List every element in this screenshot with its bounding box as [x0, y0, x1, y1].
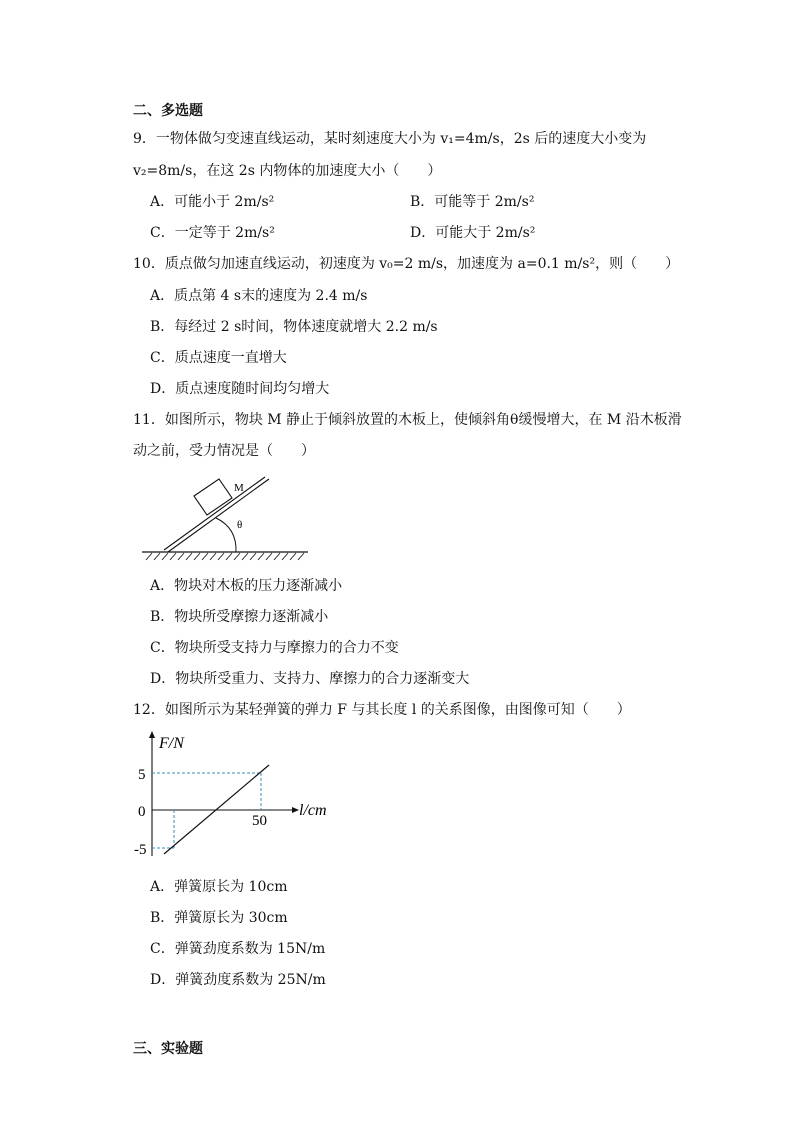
q12-option-c: C．弹簧劲度系数为 15N/m [150, 941, 326, 957]
section-2-heading: 二、多选题 [133, 103, 203, 119]
x-axis-label: l/cm [299, 802, 327, 819]
ground-hatching [146, 553, 304, 560]
q12-option-a: A．弹簧原长为 10cm [150, 879, 288, 895]
q9-option-b: B．可能等于 2m/s² [410, 194, 535, 210]
q11-text-line2: 动之前，受力情况是（ ） [133, 443, 315, 459]
origin-label: 0 [138, 804, 146, 820]
y-axis-arrow [149, 731, 155, 738]
angle-arc [216, 518, 236, 552]
block-label: M [234, 482, 244, 494]
y-axis-label: F/N [159, 735, 184, 752]
q11-text-line1: 11．如图所示，物块 M 静止于倾斜放置的木板上，使倾斜角θ缓慢增大，在 M 沿木板滑 [133, 412, 682, 428]
q11-option-b: B．物块所受摩擦力逐渐减小 [150, 609, 329, 625]
y-tick-5: 5 [138, 767, 146, 783]
q11-option-d: D．物块所受重力、支持力、摩擦力的合力逐渐变大 [150, 671, 470, 687]
q10-option-b: B．每经过 2 s时间，物体速度就增大 2.2 m/s [150, 319, 438, 335]
angle-label: θ [237, 519, 243, 531]
q12-text: 12．如图所示为某轻弹簧的弹力 F 与其长度 l 的关系图像，由图像可知（ ） [133, 702, 631, 718]
q9-text-line2: v₂=8m/s，在这 2s 内物体的加速度大小（ ） [133, 163, 442, 179]
q11-option-c: C．物块所受支持力与摩擦力的合力不变 [150, 640, 399, 656]
y-tick-minus5: -5 [134, 842, 147, 858]
section-3-heading: 三、实验题 [133, 1041, 203, 1057]
q11-option-a: A．物块对木板的压力逐渐减小 [150, 578, 343, 594]
q9-option-c: C．一定等于 2m/s² [150, 225, 275, 241]
incline-figure [138, 474, 318, 564]
x-tick-50: 50 [252, 813, 267, 829]
q9-option-d: D．可能大于 2m/s² [410, 225, 536, 241]
x-axis-arrow [292, 807, 299, 813]
q10-option-a: A．质点第 4 s末的速度为 2.4 m/s [150, 288, 368, 304]
q12-option-b: B．弹簧原长为 30cm [150, 910, 288, 926]
q9-text-line1: 9．一物体做匀变速直线运动，某时刻速度大小为 v₁=4m/s，2s 后的速度大小变为 [133, 131, 647, 147]
q10-text: 10．质点做匀加速直线运动，初速度为 v₀=2 m/s，加速度为 a=0.1 m/s²，则（ ） [133, 256, 680, 272]
force-length-graph [128, 728, 338, 863]
q10-option-c: C．质点速度一直增大 [150, 350, 287, 366]
q12-option-d: D．弹簧劲度系数为 25N/m [150, 972, 326, 988]
q10-option-d: D．质点速度随时间均匀增大 [150, 381, 330, 397]
q9-option-a: A．可能小于 2m/s² [150, 194, 275, 210]
